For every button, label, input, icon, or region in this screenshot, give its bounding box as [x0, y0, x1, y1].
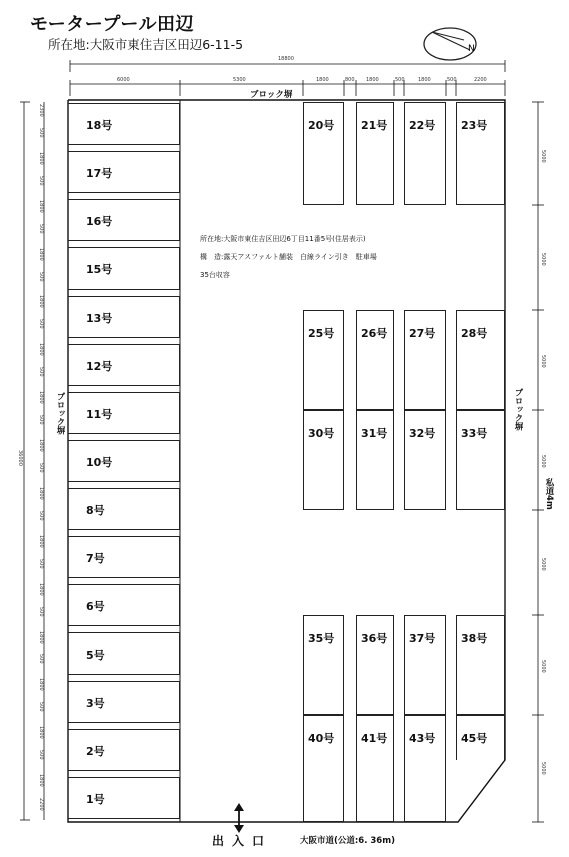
parking-slot — [68, 392, 180, 434]
parking-slot-label: 2号 — [86, 744, 105, 758]
dim-left: 500 — [38, 606, 44, 617]
address-text: 所在地:大阪市東住吉区田辺6-11-5 — [48, 37, 244, 52]
parking-slot-label: 15号 — [86, 263, 113, 277]
page-title: モータープール田辺 — [30, 14, 194, 35]
wall-label-top: ブロック塀 — [250, 90, 293, 100]
parking-slot-label: 11号 — [86, 407, 113, 421]
parking-slot-label: 28号 — [461, 327, 488, 340]
parking-slot-label: 3号 — [86, 696, 105, 710]
parking-slot — [68, 296, 180, 338]
dim-left: 1800 — [38, 486, 44, 500]
parking-slot-label: 10号 — [86, 455, 113, 469]
dim-right: 5000 — [540, 355, 546, 368]
private-road-label: 私道4m — [544, 478, 554, 510]
dim-left: 1800 — [38, 391, 44, 404]
svg-text:N: N — [468, 44, 475, 54]
road-label: 大阪市道(公道:6. 36m) — [300, 836, 395, 846]
parking-slot — [456, 615, 505, 715]
parking-slot — [456, 102, 505, 205]
dim-left: 500 — [38, 175, 44, 186]
parking-slot-label: 43号 — [409, 732, 436, 745]
parking-slot-label: 7号 — [86, 552, 105, 566]
parking-slot-label: 8号 — [86, 504, 105, 518]
dim-left: 500 — [38, 319, 44, 329]
parking-slot — [404, 410, 446, 510]
parking-slot — [404, 102, 446, 205]
dim-left: 500 — [38, 127, 44, 138]
dim-top: 800 — [345, 77, 355, 83]
parking-slot — [68, 536, 180, 578]
dim-left: 1800 — [38, 726, 44, 739]
dim-left: 500 — [38, 271, 44, 282]
dim-top: 1800 — [418, 77, 431, 83]
dim-left: 500 — [38, 558, 44, 569]
dim-left: 500 — [38, 510, 44, 521]
dim-right: 5000 — [540, 558, 546, 571]
info-capacity: 35台収容 — [200, 271, 230, 279]
parking-slot — [404, 615, 446, 715]
dim-left: 1800 — [38, 582, 44, 596]
parking-slot — [68, 151, 180, 193]
dim-left: 500 — [38, 463, 44, 473]
dim-left: 500 — [38, 750, 44, 760]
info-location: 所在地:大阪市東住吉区田辺6丁目11番5号(住居表示) — [200, 235, 366, 243]
parking-slot-label: 32号 — [409, 427, 436, 440]
parking-slot-label: 33号 — [461, 427, 488, 440]
dim-left: 1800 — [38, 439, 44, 452]
parking-slot — [356, 102, 394, 205]
parking-slot-label: 16号 — [86, 215, 113, 229]
parking-slot — [303, 310, 344, 410]
parking-slot-label: 40号 — [308, 732, 335, 745]
dim-top-total: 18800 — [278, 56, 294, 62]
dim-right: 5000 — [540, 762, 546, 775]
parking-slot-label: 22号 — [409, 119, 436, 132]
dim-top: 1800 — [316, 77, 329, 83]
dim-right: 5000 — [540, 253, 546, 266]
dim-left: 1800 — [38, 247, 44, 261]
parking-slot-label: 25号 — [308, 327, 335, 340]
dim-top: 500 — [395, 77, 405, 83]
dim-left: 500 — [38, 223, 44, 234]
dim-left: 1800 — [38, 199, 44, 213]
dim-left-total: 36000 — [17, 450, 23, 466]
parking-slot — [456, 410, 505, 510]
site-info — [200, 230, 377, 284]
dim-top: 5300 — [233, 77, 246, 83]
parking-slot — [68, 584, 180, 626]
parking-slot-label: 26号 — [361, 327, 388, 340]
parking-slot — [356, 615, 394, 715]
dim-left: 1800 — [38, 774, 44, 787]
parking-slot — [68, 103, 180, 145]
dim-right: 5000 — [540, 455, 546, 468]
dim-left: 2300 — [38, 104, 44, 117]
parking-slot — [68, 199, 180, 241]
parking-slot — [303, 715, 344, 822]
parking-slot-label: 18号 — [86, 119, 113, 133]
dim-left: 500 — [38, 654, 44, 664]
parking-slot-label: 20号 — [308, 119, 335, 132]
parking-slot-label: 37号 — [409, 632, 436, 645]
dim-top: 6000 — [117, 77, 130, 83]
parking-slot — [68, 632, 180, 674]
parking-slot — [68, 681, 180, 723]
dim-left: 1800 — [38, 534, 44, 548]
dim-top: 2200 — [474, 77, 487, 83]
parking-slot-label: 27号 — [409, 327, 436, 340]
wall-label-left: ブロック塀 — [55, 392, 65, 435]
parking-slot-label: 21号 — [361, 119, 388, 132]
dim-top: 500 — [447, 77, 457, 83]
parking-slot — [68, 488, 180, 530]
parking-slot — [356, 715, 394, 822]
parking-slot — [356, 410, 394, 510]
parking-slot-label: 23号 — [461, 119, 488, 132]
parking-slot — [303, 615, 344, 715]
dim-left: 1800 — [38, 151, 44, 165]
info-structure: 構 造:露天アスファルト舗装 白線ライン引き 駐車場 — [200, 253, 377, 261]
parking-slot-label: 36号 — [361, 632, 388, 645]
parking-slot — [456, 310, 505, 410]
parking-slot-label: 35号 — [308, 632, 335, 645]
dim-left: 1800 — [38, 630, 44, 644]
dim-left: 500 — [38, 367, 44, 377]
parking-slot-label: 6号 — [86, 600, 105, 614]
dim-left: 2200 — [38, 798, 44, 811]
parking-slot — [68, 247, 180, 289]
parking-slot — [456, 715, 505, 760]
dim-left: 1800 — [38, 678, 44, 692]
parking-slot-label: 38号 — [461, 632, 488, 645]
parking-slot-label: 12号 — [86, 359, 113, 373]
parking-slot — [303, 410, 344, 510]
wall-label-right: ブロック塀 — [513, 388, 523, 431]
parking-slot — [68, 729, 180, 771]
parking-slot — [68, 344, 180, 386]
parking-slot — [404, 715, 446, 822]
parking-slot-label: 41号 — [361, 732, 388, 745]
dim-top: 1800 — [366, 77, 379, 83]
parking-slot-label: 17号 — [86, 167, 113, 181]
dim-left: 500 — [38, 415, 44, 425]
dim-right: 5000 — [540, 660, 546, 673]
parking-slot-label: 5号 — [86, 648, 105, 662]
parking-slot-label: 1号 — [86, 792, 105, 806]
dim-left: 500 — [38, 702, 44, 712]
parking-slot — [356, 310, 394, 410]
dim-right: 5000 — [540, 150, 546, 163]
parking-slot — [303, 102, 344, 205]
dim-left: 1800 — [38, 343, 44, 357]
parking-slot — [404, 310, 446, 410]
parking-slot-label: 30号 — [308, 427, 335, 440]
parking-slot — [68, 777, 180, 819]
parking-slot — [68, 440, 180, 482]
parking-slot-label: 13号 — [86, 311, 113, 325]
parking-slot-label: 45号 — [461, 732, 488, 745]
entrance-label: 出入口 — [212, 834, 273, 848]
dim-left: 1800 — [38, 295, 44, 309]
parking-slot-label: 31号 — [361, 427, 388, 440]
